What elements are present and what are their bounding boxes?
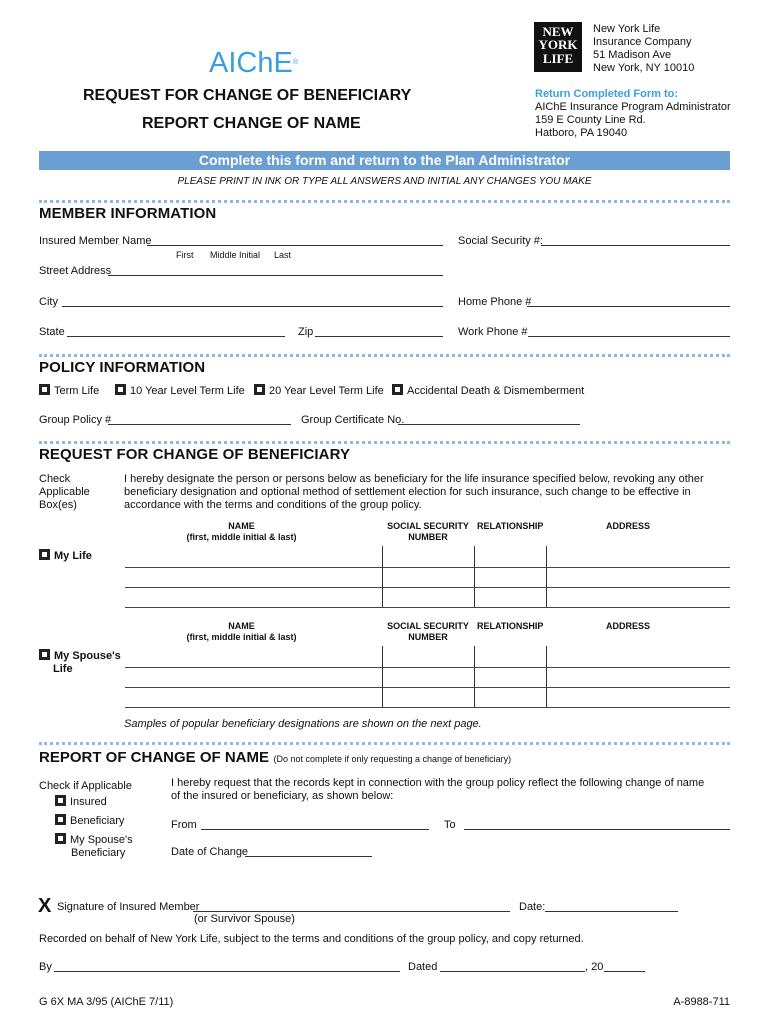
- col-name-title: NAME: [228, 621, 255, 631]
- beneficiary-row-line[interactable]: [125, 687, 730, 688]
- work-phone-label: Work Phone #: [458, 326, 528, 338]
- to-label: To: [444, 819, 456, 831]
- street-address-field[interactable]: [108, 275, 443, 276]
- state-label: State: [39, 326, 65, 338]
- aiche-logo-text: AIChE: [209, 47, 293, 79]
- to-field[interactable]: [464, 829, 730, 830]
- col-name-header: [150, 521, 333, 543]
- policy-option-20-year[interactable]: [254, 384, 384, 398]
- policy-info-heading: POLICY INFORMATION: [39, 359, 206, 376]
- form-number: G 6X MA 3/95 (AIChE 7/11): [39, 996, 174, 1008]
- zip-field[interactable]: [315, 336, 443, 337]
- checkbox[interactable]: [55, 814, 66, 825]
- checkbox[interactable]: [55, 833, 66, 844]
- section-divider: [39, 200, 730, 203]
- beneficiary-heading: REQUEST FOR CHANGE OF BENEFICIARY: [39, 446, 351, 463]
- checkbox[interactable]: [392, 384, 403, 395]
- last-name-hint: Last: [274, 250, 292, 260]
- col-relationship-header: RELATIONSHIP: [477, 621, 544, 631]
- col-name-sub: (first, middle initial & last): [186, 632, 297, 642]
- column-divider: [382, 646, 383, 707]
- option-spouse-label-2: Beneficiary: [71, 847, 126, 859]
- return-to-line: Hatboro, PA 19040: [535, 127, 628, 139]
- nyl-logo-line3: LIFE: [542, 51, 574, 66]
- group-policy-field[interactable]: [108, 424, 291, 425]
- col-name-header: [150, 621, 333, 643]
- ssn-field[interactable]: [541, 245, 730, 246]
- name-change-option-beneficiary[interactable]: [55, 814, 124, 828]
- city-label: City: [39, 296, 58, 308]
- column-divider: [546, 546, 547, 607]
- col-name-sub: (first, middle initial & last): [186, 532, 297, 542]
- name-change-heading: [39, 749, 511, 767]
- group-policy-label: Group Policy #: [39, 414, 112, 426]
- date-of-change-field[interactable]: [245, 856, 372, 857]
- checkbox[interactable]: [39, 384, 50, 395]
- nyl-address-line: 51 Madison Ave: [593, 49, 672, 61]
- check-applicable-label: [39, 473, 90, 512]
- signature-date-field[interactable]: [545, 911, 678, 912]
- nyl-logo-line2: YORK: [538, 37, 578, 52]
- name-change-title: REPORT OF CHANGE OF NAME: [39, 749, 270, 766]
- spouse-life-label: My Spouse's: [54, 650, 121, 662]
- return-to-block: [535, 88, 731, 140]
- section-divider: [39, 354, 730, 357]
- check-label-line: Applicable: [39, 486, 90, 498]
- signature-x-mark: X: [38, 895, 52, 917]
- column-divider: [474, 646, 475, 707]
- date-of-change-label: Date of Change: [171, 846, 249, 858]
- nyl-address: [593, 23, 694, 75]
- ssn-label: Social Security #:: [458, 235, 543, 247]
- check-if-applicable-label: Check if Applicable: [39, 780, 132, 792]
- beneficiary-row-line[interactable]: [125, 567, 730, 568]
- return-to-heading: Return Completed Form to:: [535, 88, 678, 100]
- check-label-line: Check: [39, 473, 71, 485]
- beneficiary-row-line[interactable]: [125, 607, 730, 608]
- form-subtitle: REPORT CHANGE OF NAME: [142, 115, 361, 132]
- nyl-logo-line1: NEW: [542, 24, 574, 39]
- name-change-option-spouse-beneficiary[interactable]: [55, 833, 133, 860]
- col-address-header: ADDRESS: [605, 621, 650, 631]
- policy-option-label: 20 Year Level Term Life: [269, 385, 384, 397]
- col-ssn-sub: NUMBER: [408, 632, 448, 642]
- name-change-request-text: I hereby request that the records kept in connection with the group policy reflect the following change of name of the insured or beneficiary, as shown below:: [171, 777, 705, 802]
- aiche-logo: [209, 46, 298, 80]
- beneficiary-row-line[interactable]: [125, 707, 730, 708]
- middle-initial-hint: Middle Initial: [210, 250, 261, 260]
- option-spouse-label: My Spouse's: [70, 834, 133, 846]
- column-divider: [382, 546, 383, 607]
- section-divider: [39, 441, 730, 444]
- check-label-line: Box(es): [39, 499, 77, 511]
- street-address-label: Street Address: [39, 265, 112, 277]
- beneficiary-row-line[interactable]: [125, 667, 730, 668]
- col-address-header: ADDRESS: [605, 521, 650, 531]
- signature-date-label: Date:: [519, 901, 546, 913]
- instructions-banner: Complete this form and return to the Plan Administrator: [39, 151, 730, 170]
- column-divider: [546, 646, 547, 707]
- first-name-hint: First: [176, 250, 194, 260]
- home-phone-field[interactable]: [527, 306, 730, 307]
- member-name-label: Insured Member Name: [39, 235, 152, 247]
- group-certificate-label: Group Certificate No.: [301, 414, 405, 426]
- checkbox[interactable]: [39, 649, 50, 660]
- registered-mark: ®: [292, 59, 298, 66]
- home-phone-label: Home Phone #: [458, 296, 532, 308]
- city-field[interactable]: [62, 306, 443, 307]
- col-relationship-header: RELATIONSHIP: [477, 521, 544, 531]
- spouse-life-option[interactable]: [39, 649, 121, 676]
- option-insured-label: Insured: [70, 796, 107, 808]
- name-change-note: (Do not complete if only requesting a change of beneficiary): [273, 754, 512, 764]
- member-info-heading: MEMBER INFORMATION: [39, 205, 217, 222]
- policy-option-add[interactable]: [392, 384, 584, 398]
- nyl-address-line: Insurance Company: [593, 36, 692, 48]
- survivor-spouse-note: (or Survivor Spouse): [194, 913, 295, 925]
- group-certificate-field[interactable]: [398, 424, 580, 425]
- state-field[interactable]: [67, 336, 285, 337]
- signature-field[interactable]: [193, 911, 510, 912]
- recorded-statement: Recorded on behalf of New York Life, subject to the terms and conditions of the group policy, and copy returned.: [39, 933, 584, 945]
- col-ssn-header: [384, 521, 472, 543]
- from-label: From: [171, 819, 197, 831]
- nyl-address-line: New York Life: [593, 23, 661, 35]
- checkbox[interactable]: [254, 384, 265, 395]
- col-ssn-title: SOCIAL SECURITY: [387, 521, 469, 531]
- policy-option-term-life[interactable]: [39, 384, 99, 398]
- new-york-life-logo: [534, 22, 582, 72]
- member-name-field[interactable]: [147, 245, 443, 246]
- col-ssn-header: [384, 621, 472, 643]
- by-label: By: [39, 961, 52, 973]
- return-to-line: 159 E County Line Rd.: [535, 114, 646, 126]
- col-ssn-sub: NUMBER: [408, 532, 448, 542]
- by-field[interactable]: [54, 971, 400, 972]
- form-title: REQUEST FOR CHANGE OF BENEFICIARY: [83, 87, 412, 104]
- policy-option-10-year[interactable]: [115, 384, 245, 398]
- year-prefix: , 20: [585, 961, 604, 973]
- work-phone-field[interactable]: [528, 336, 730, 337]
- col-name-title: NAME: [228, 521, 255, 531]
- samples-note: Samples of popular beneficiary designations are shown on the next page.: [124, 718, 482, 730]
- form-code: A-8988-711: [673, 996, 730, 1008]
- my-life-label: My Life: [54, 550, 92, 562]
- checkbox[interactable]: [39, 549, 50, 560]
- beneficiary-row-line[interactable]: [125, 587, 730, 588]
- col-ssn-title: SOCIAL SECURITY: [387, 621, 469, 631]
- checkbox[interactable]: [55, 795, 66, 806]
- spouse-life-label-2: Life: [53, 663, 73, 675]
- year-field[interactable]: [604, 971, 645, 972]
- zip-label: Zip: [298, 326, 314, 338]
- policy-option-label: Term Life: [54, 385, 100, 397]
- my-life-option[interactable]: [39, 549, 92, 563]
- section-divider: [39, 742, 730, 745]
- designation-text: I hereby designate the person or persons below as beneficiary for the life insurance specified below, revoking any other beneficiary designation and optional method of settlement election for such insurance, such change to be effective in accordance with the terms and conditions of the group policy.: [124, 473, 704, 511]
- policy-option-label: 10 Year Level Term Life: [130, 385, 245, 397]
- print-instructions: PLEASE PRINT IN INK OR TYPE ALL ANSWERS AND INITIAL ANY CHANGES YOU MAKE: [177, 176, 592, 187]
- signature-label: Signature of Insured Member: [57, 901, 200, 913]
- checkbox[interactable]: [115, 384, 126, 395]
- return-to-line: AIChE Insurance Program Administrator: [535, 101, 731, 113]
- policy-option-label: Accidental Death & Dismemberment: [407, 385, 585, 397]
- name-change-option-insured[interactable]: [55, 795, 107, 809]
- dated-field[interactable]: [440, 971, 585, 972]
- from-field[interactable]: [201, 829, 429, 830]
- option-beneficiary-label: Beneficiary: [70, 815, 125, 827]
- column-divider: [474, 546, 475, 607]
- dated-label: Dated: [408, 961, 438, 973]
- nyl-address-line: New York, NY 10010: [593, 62, 695, 74]
